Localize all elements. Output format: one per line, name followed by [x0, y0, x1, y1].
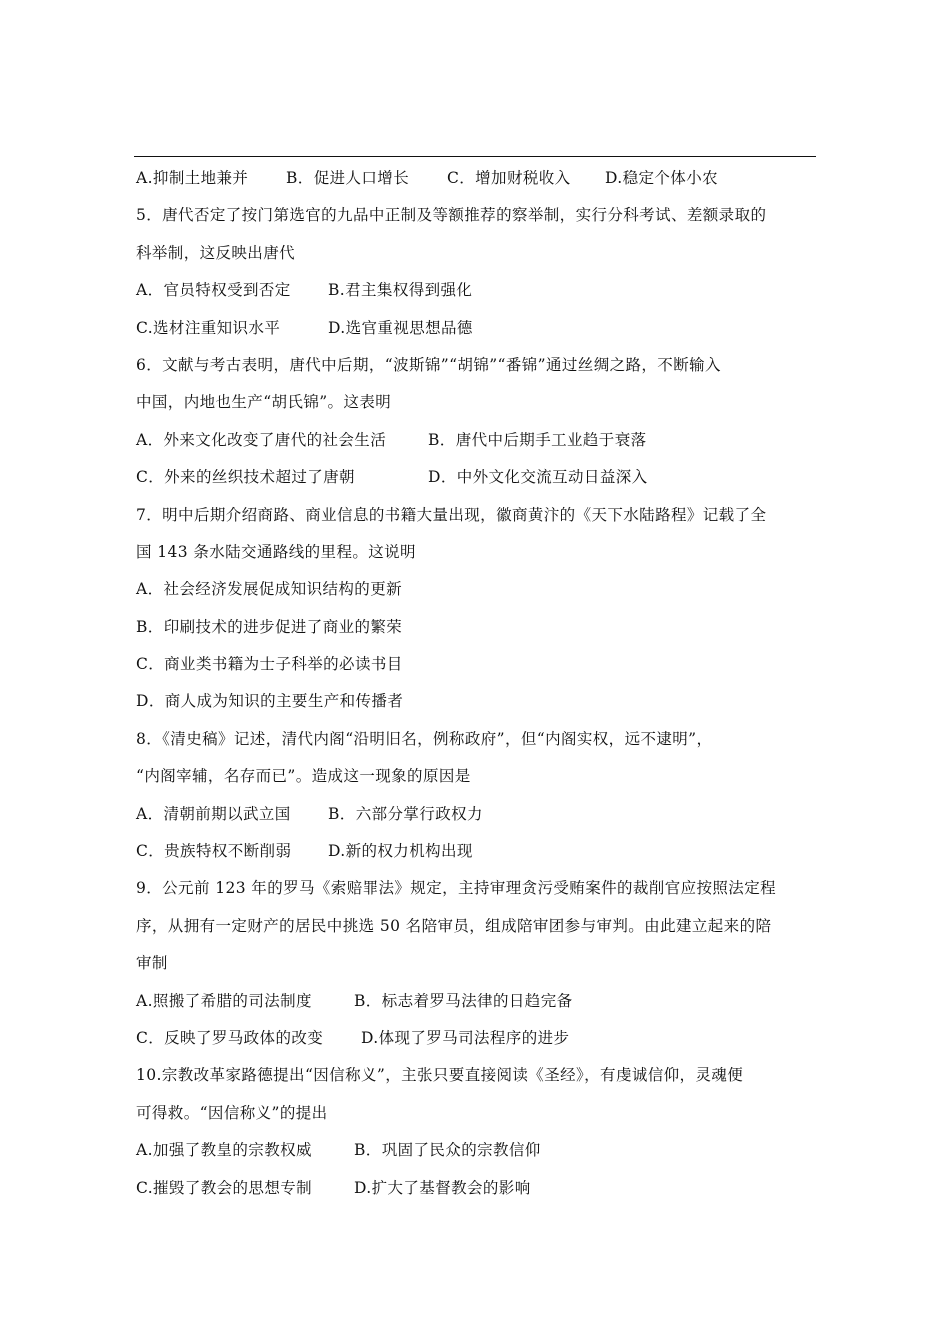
q10-stem-line-2: 可得救。“因信称义”的提出 [136, 1103, 328, 1122]
question-list [136, 160, 816, 1207]
q9-options-row-2 [136, 1020, 816, 1057]
q6-options-row-2 [136, 459, 816, 496]
q5-options-row-2 [136, 310, 816, 347]
q9-stem-line-3: 审制 [136, 954, 168, 973]
q9-stem-line-1: 9．公元前 123 年的罗马《索赔罪法》规定，主持审理贪污受贿案件的裁削官应按照法定程 [136, 879, 777, 898]
header-rule [134, 156, 816, 157]
q10-option-a: A.加强了教皇的宗教权威 [136, 1141, 312, 1160]
q8-options-row-1 [136, 796, 816, 833]
q9-option-c: C．反映了罗马政体的改变 [136, 1028, 324, 1047]
q9-options-row-1 [136, 983, 816, 1020]
q6-options-row-1 [136, 422, 816, 459]
q8-options-row-2 [136, 833, 816, 870]
q10-options-row-1 [136, 1132, 816, 1169]
q10-option-c: C.摧毁了教会的思想专制 [136, 1178, 313, 1197]
q7-option-d: D．商人成为知识的主要生产和传播者 [136, 692, 404, 711]
q4-options-row [136, 160, 816, 197]
q7-option-a: A．社会经济发展促成知识结构的更新 [136, 580, 402, 599]
q5-option-c: C.选材注重知识水平 [136, 318, 281, 337]
q6-option-a: A．外来文化改变了唐代的社会生活 [136, 430, 387, 449]
q6-stem-line-1: 6．文献与考古表明，唐代中后期，“波斯锦”“胡锦”“番锦”通过丝绸之路，不断输入 [136, 355, 721, 374]
q5-option-a: A．官员特权受到否定 [136, 281, 291, 300]
q8-option-c: C．贵族特权不断削弱 [136, 842, 292, 861]
q7-option-c: C．商业类书籍为士子科举的必读书目 [136, 655, 403, 674]
q8-option-d: D.新的权力机构出现 [328, 842, 473, 861]
q6-option-c: C．外来的丝织技术超过了唐朝 [136, 468, 355, 487]
q6-stem-line-2: 中国，内地也生产“胡氏锦”。这表明 [136, 393, 392, 412]
q4-option-b: B．促进人口增长 [286, 169, 410, 187]
q7-stem-line-2: 国 143 条水陆交通路线的里程。这说明 [136, 542, 416, 561]
q8-stem-line-2: “内阁宰辅，名存而已”。造成这一现象的原因是 [136, 767, 471, 786]
q5-options-row-1 [136, 272, 816, 309]
q4-option-a: A.抑制土地兼并 [136, 169, 249, 187]
q9-option-a: A.照搬了希腊的司法制度 [136, 991, 312, 1010]
q9-option-d: D.体现了罗马司法程序的进步 [361, 1028, 570, 1047]
q10-option-b: B．巩固了民众的宗教信仰 [354, 1141, 541, 1160]
q5-option-b: B.君主集权得到强化 [328, 281, 473, 300]
q4-option-d: D.稳定个体小农 [605, 169, 719, 187]
q10-stem-line-1: 10.宗教改革家路德提出“因信称义”，主张只要直接阅读《圣经》，有虔诚信仰，灵魂便 [136, 1066, 744, 1085]
q8-option-b: B．六部分掌行政权力 [328, 804, 483, 823]
q4-option-c: C．增加财税收入 [447, 169, 571, 187]
q8-option-a: A．清朝前期以武立国 [136, 804, 291, 823]
q6-option-d: D．中外文化交流互动日益深入 [428, 468, 648, 487]
q5-stem-line-1: 5．唐代否定了按门第选官的九品中正制及等额推荐的察举制，实行分科考试、差额录取的 [136, 206, 767, 225]
q5-stem-line-2: 科举制，这反映出唐代 [136, 243, 296, 262]
q6-option-b: B．唐代中后期手工业趋于衰落 [428, 430, 647, 449]
q7-stem-line-1: 7．明中后期介绍商路、商业信息的书籍大量出现，徽商黄汴的《天下水陆路程》记载了全 [136, 505, 767, 524]
q8-stem-line-1: 8．《清史稿》记述，清代内阁“沿明旧名，例称政府”，但“内阁实权，远不逮明”， [136, 729, 713, 748]
q9-option-b: B．标志着罗马法律的日趋完备 [354, 991, 573, 1010]
q5-option-d: D.选官重视思想品德 [328, 318, 473, 337]
q7-option-b: B．印刷技术的进步促进了商业的繁荣 [136, 617, 403, 636]
q9-stem-line-2: 序，从拥有一定财产的居民中挑选 50 名陪审员，组成陪审团参与审判。由此建立起来的陪 [136, 916, 772, 935]
q10-options-row-2 [136, 1170, 816, 1207]
q10-option-d: D.扩大了基督教会的影响 [354, 1178, 531, 1197]
